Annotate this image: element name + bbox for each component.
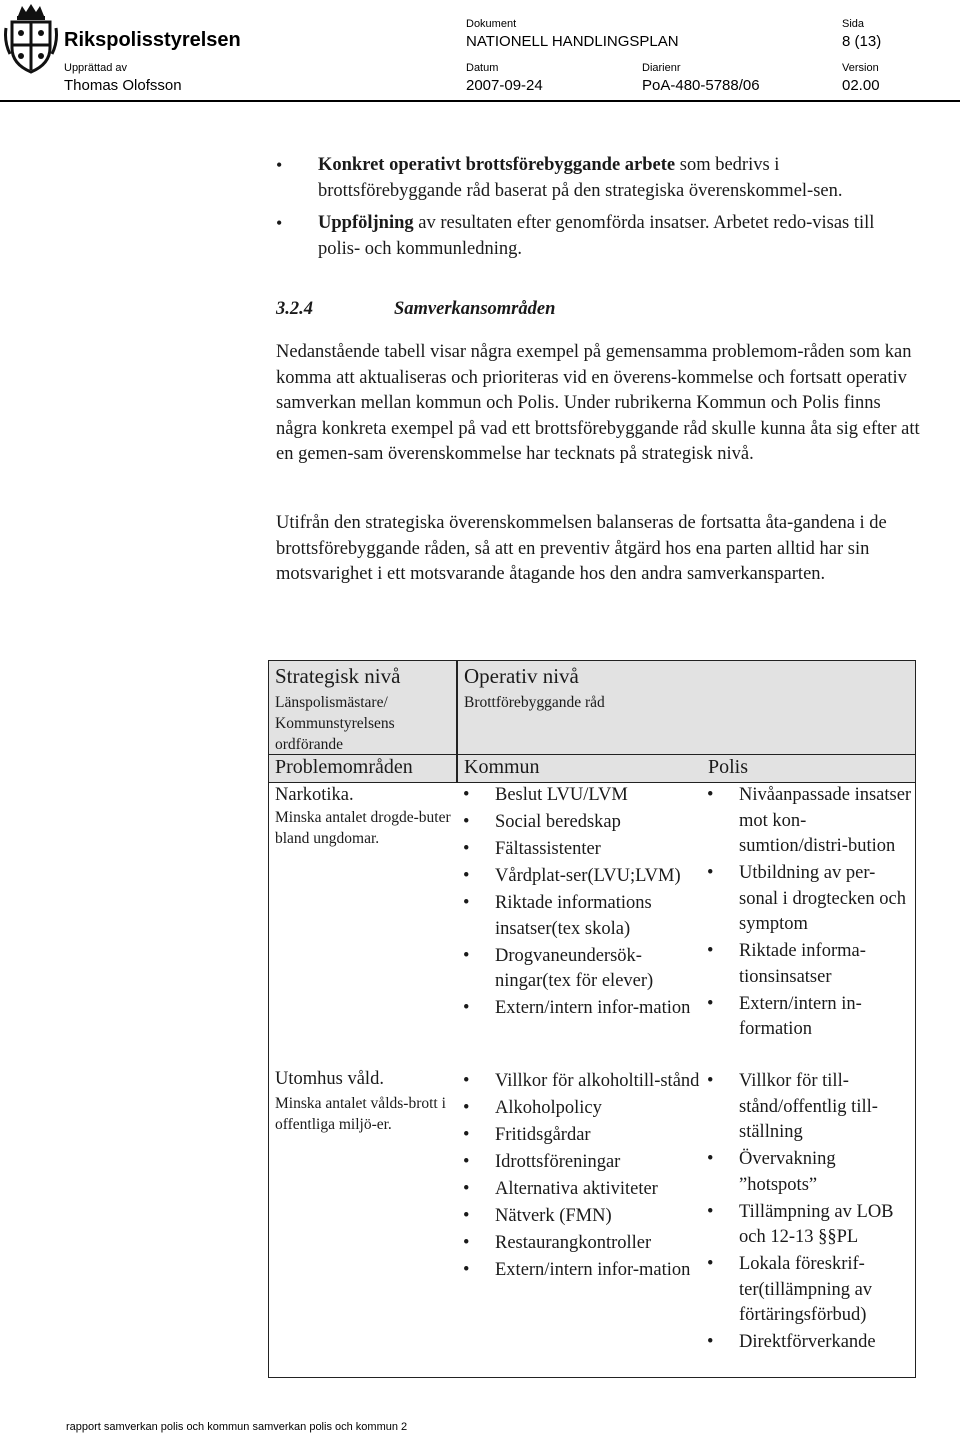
column-header-problem: Problemområden [275, 756, 413, 778]
list-item: • Fritidsgårdar [463, 1123, 703, 1149]
bullet-item [276, 210, 916, 262]
diary-number: PoA-480-5788/06 [642, 77, 760, 94]
page-footer: rapport samverkan polis och kommun samverkan polis och kommun 2 [66, 1421, 408, 1433]
list-item: • Riktade informa-tionsinsatser [707, 939, 913, 990]
header-divider [0, 100, 960, 102]
author: Thomas Olofsson [64, 77, 182, 94]
list-item: • Idrottsföreningar [463, 1150, 703, 1176]
list-item: • Riktade informations insatser(tex skola) [463, 891, 703, 942]
bullet-list [276, 152, 916, 268]
problem-title: Narkotika. [275, 785, 354, 805]
list-item: • Extern/intern infor-mation [463, 996, 703, 1022]
paragraph: Utifrån den strategiska överenskommelsen balanseras de fortsatta åta-gandena i de brottsförebyggande råden, så att en preventiv åtgärd hos ena parten alltid har sin motsvarighet i ett motsvarande åtagande hos den andra samverkansparten. [276, 513, 887, 584]
list-item: • Alkoholpolicy [463, 1096, 703, 1122]
label-sida: Sida [842, 18, 865, 30]
label-diarienr: Diarienr [642, 62, 681, 74]
column-header-kommun: Kommun [464, 756, 540, 778]
section-title: Samverkansområden [394, 299, 556, 319]
list-item: • Villkor för till-stånd/offentlig till-ställning [707, 1069, 913, 1146]
problem-title: Utomhus våld. [275, 1069, 384, 1089]
version: 02.00 [842, 77, 880, 94]
column-divider [456, 661, 458, 783]
bullet-lead: Uppföljning [318, 213, 414, 233]
list-item: • Vårdplat-ser(LVU;LVM) [463, 864, 703, 890]
section-number: 3.2.4 [276, 299, 313, 319]
paragraph: Nedanstående tabell visar några exempel på gemensamma problemom-råden som kan komma att aktualiseras och prioriteras vid en överens-kommelse och fortsatt operativ samverkan mellan kommun och Polis. Under rubrikerna Kommun och Polis finns några konkreta exempel på vad ett brottsförebyggande råd skulle kunna åta sig efter att en gemen-sam överenskommelse har tecknats på strategisk nivå. [276, 342, 920, 464]
list-item: • Villkor för alkoholtill-stånd [463, 1069, 703, 1095]
collaboration-table [268, 660, 916, 1378]
list-item: • Direktförverkande [707, 1330, 913, 1356]
operative-level-title: Operativ nivå [464, 664, 579, 688]
label-version: Version [842, 62, 879, 74]
bullet-text: som bedrivs i brottsförebyggande råd baserat på den strategiska överenskommel-sen. [318, 155, 843, 201]
list-item: • Extern/intern infor-mation [463, 1258, 703, 1284]
list-item: • Nätverk (FMN) [463, 1204, 703, 1230]
operative-level-subtitle: Brottförebyggande råd [464, 694, 605, 711]
list-item: • Utbildning av per-sonal i drogtecken och symptom [707, 861, 913, 938]
date: 2007-09-24 [466, 77, 543, 94]
label-datum: Datum [466, 62, 499, 74]
kommun-measures-list [463, 783, 703, 1023]
list-item: • Nivåanpassade insatser mot kon-sumtion/distri-bution [707, 783, 913, 860]
bullet-text: av resultaten efter genomförda insatser. Arbetet redo-visas till polis- och kommunledning. [318, 213, 875, 259]
strategic-level-title: Strategisk nivå [275, 664, 401, 688]
problem-description: Minska antalet vålds-brott i offentliga miljö-er. [275, 1095, 446, 1133]
polis-measures-list [707, 1069, 913, 1357]
organization-name: Rikspolisstyrelsen [64, 29, 241, 51]
column-header-polis: Polis [708, 756, 749, 778]
bullet-lead: Konkret operativt brottsförebyggande arbete [318, 155, 676, 175]
polis-measures-list [707, 783, 913, 1044]
page-number: 8 (13) [842, 33, 882, 50]
list-item: • Extern/intern in-formation [707, 992, 913, 1043]
document-header [0, 0, 960, 100]
list-item: • Tillämpning av LOB och 12-13 §§PL [707, 1200, 913, 1251]
list-item: • Restaurangkontroller [463, 1231, 703, 1257]
problem-description: Minska antalet drogde-buter bland ungdomar. [275, 809, 451, 847]
section-heading [276, 299, 555, 320]
label-dokument: Dokument [466, 18, 517, 30]
list-item: • Fältassistenter [463, 837, 703, 863]
label-upprattad: Upprättad av [64, 62, 127, 74]
list-item: • Lokala föreskrif-ter(tillämpning av förtäringsförbud) [707, 1252, 913, 1329]
list-item: • Övervakning ”hotspots” [707, 1147, 913, 1198]
list-item: • Drogvaneundersök-ningar(tex för elever) [463, 944, 703, 995]
list-item: • Beslut LVU/LVM [463, 783, 703, 809]
kommun-measures-list [463, 1069, 703, 1285]
bullet-item [276, 152, 916, 204]
list-item: • Social beredskap [463, 810, 703, 836]
list-item: • Alternativa aktiviteter [463, 1177, 703, 1203]
crest-icon [4, 2, 58, 74]
document-title: NATIONELL HANDLINGSPLAN [466, 33, 679, 50]
strategic-level-subtitle: Länspolismästare/ Kommunstyrelsens ordförande [275, 694, 395, 753]
